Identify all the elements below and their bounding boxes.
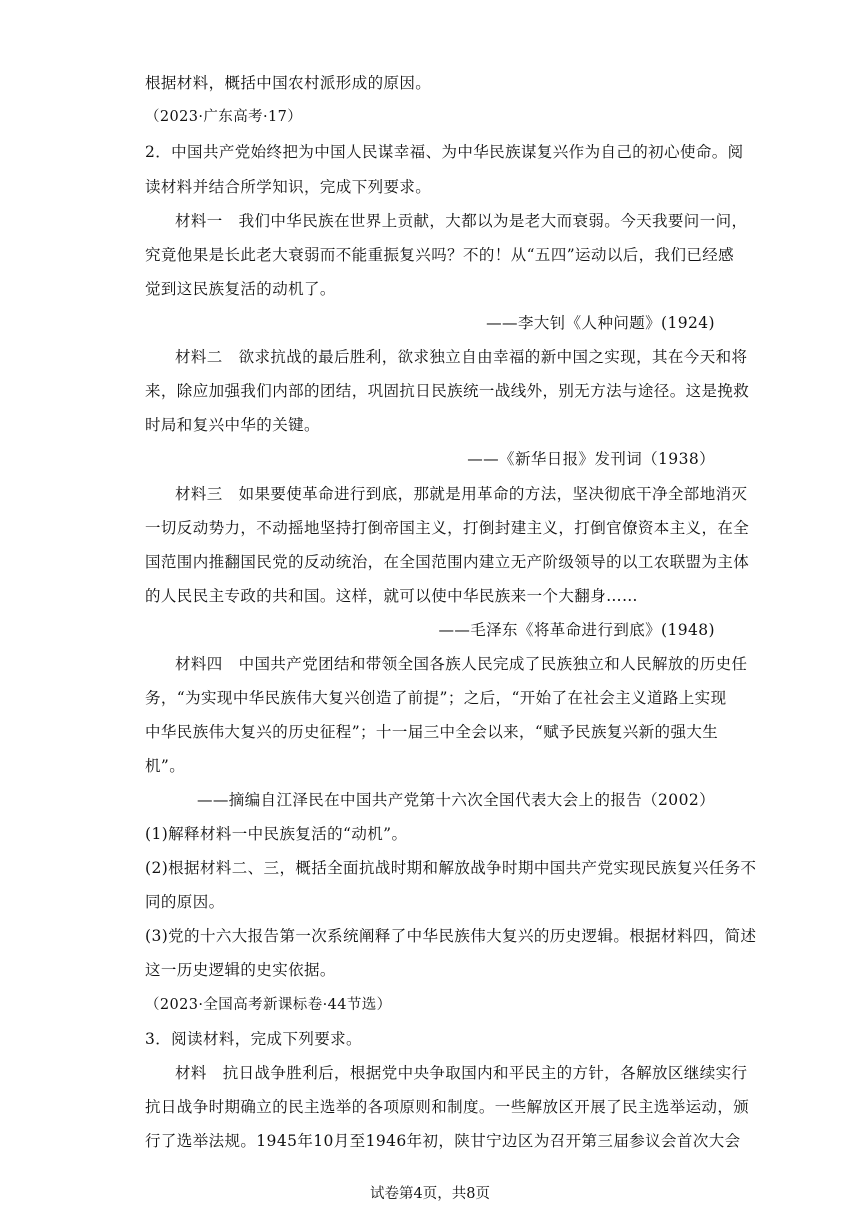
material-1-line: 究竟他果是长此老大衰弱而不能重振复兴吗？不的！从“五四”运动以后，我们已经感 — [145, 246, 735, 264]
question-2-source: （2023·全国高考新课标卷·44节选） — [145, 997, 392, 1013]
material-4-line: 务，“为实现中华民族伟大复兴创造了前提”；之后，“开始了在社会主义道路上实现 — [145, 689, 727, 707]
sub-question-3-cont: 这一历史逻辑的史实依据。 — [145, 961, 336, 979]
sub-question-2-cont: 同的原因。 — [145, 893, 225, 911]
material-3-line: 国范围内推翻国民党的反动统治，在全国范围内建立无产阶级领导的以工农联盟为主体 — [145, 553, 750, 571]
material-4-line: 中华民族伟大复兴的历史征程”；十一届三中全会以来，“赋予民族复兴新的强大生 — [145, 723, 719, 741]
question-1-source: （2023·广东高考·17） — [145, 109, 303, 125]
question-3-material-line: 材料 抗日战争胜利后，根据党中央争取国内和平民主的方针，各解放区继续实行 — [175, 1064, 748, 1082]
page-footer: 试卷第4页，共8页 — [370, 1186, 490, 1202]
material-4-line: 材料四 中国共产党团结和带领全国各族人民完成了民族独立和人民解放的历史任 — [175, 655, 748, 673]
material-2-line: 时局和复兴中华的关键。 — [145, 416, 320, 434]
material-2-line: 来，除应加强我们内部的团结，巩固抗日民族统一战线外，别无方法与途径。这是挽救 — [145, 382, 750, 400]
material-4-attribution: ——摘编自江泽民在中国共产党第十六次全国代表大会上的报告（2002） — [196, 791, 715, 809]
material-2-line: 材料二 欲求抗战的最后胜利，欲求独立自由幸福的新中国之实现，其在今天和将 — [175, 348, 748, 366]
question-2-stem-cont: 读材料并结合所学知识，完成下列要求。 — [145, 178, 432, 196]
material-3-line: 的人民民主专政的共和国。这样，就可以使中华民族来一个大翻身…… — [145, 587, 638, 605]
sub-question-3: (3)党的十六大报告第一次系统阐释了中华民族伟大复兴的历史逻辑。根据材料四，简述 — [145, 927, 757, 945]
material-3-attribution: ——毛泽东《将革命进行到底》(1948) — [438, 621, 715, 639]
question-1-prompt: 根据材料，概括中国农村派形成的原因。 — [145, 74, 432, 92]
material-1-attribution: ——李大钊《人种问题》(1924) — [486, 314, 715, 332]
material-3-line: 一切反动势力，不动摇地坚持打倒帝国主义，打倒封建主义，打倒官僚资本主义，在全 — [145, 519, 750, 537]
material-1-line: 觉到这民族复活的动机了。 — [145, 280, 336, 298]
sub-question-1: (1)解释材料一中民族复活的“动机”。 — [145, 825, 408, 843]
material-1-line: 材料一 我们中华民族在世界上贡献，大都以为是老大而衰弱。今天我要问一问， — [175, 212, 748, 230]
material-4-line: 机”。 — [145, 757, 186, 775]
material-3-line: 材料三 如果要使革命进行到底，那就是用革命的方法，坚决彻底干净全部地消灭 — [175, 485, 748, 503]
question-3-material-line: 抗日战争时期确立的民主选举的各项原则和制度。一些解放区开展了民主选举运动，颁 — [145, 1098, 750, 1116]
question-3-stem: 3．阅读材料，完成下列要求。 — [145, 1030, 362, 1048]
question-2-stem: 2．中国共产党始终把为中国人民谋幸福、为中华民族谋复兴作为自己的初心使命。阅 — [145, 143, 744, 161]
sub-question-2: (2)根据材料二、三，概括全面抗战时期和解放战争时期中国共产党实现民族复兴任务不 — [145, 859, 757, 877]
material-2-attribution: ——《新华日报》发刊词（1938） — [467, 450, 715, 468]
question-3-material-line: 行了选举法规。1945年10月至1946年初，陕甘宁边区为召开第三届参议会首次大会 — [145, 1132, 741, 1150]
